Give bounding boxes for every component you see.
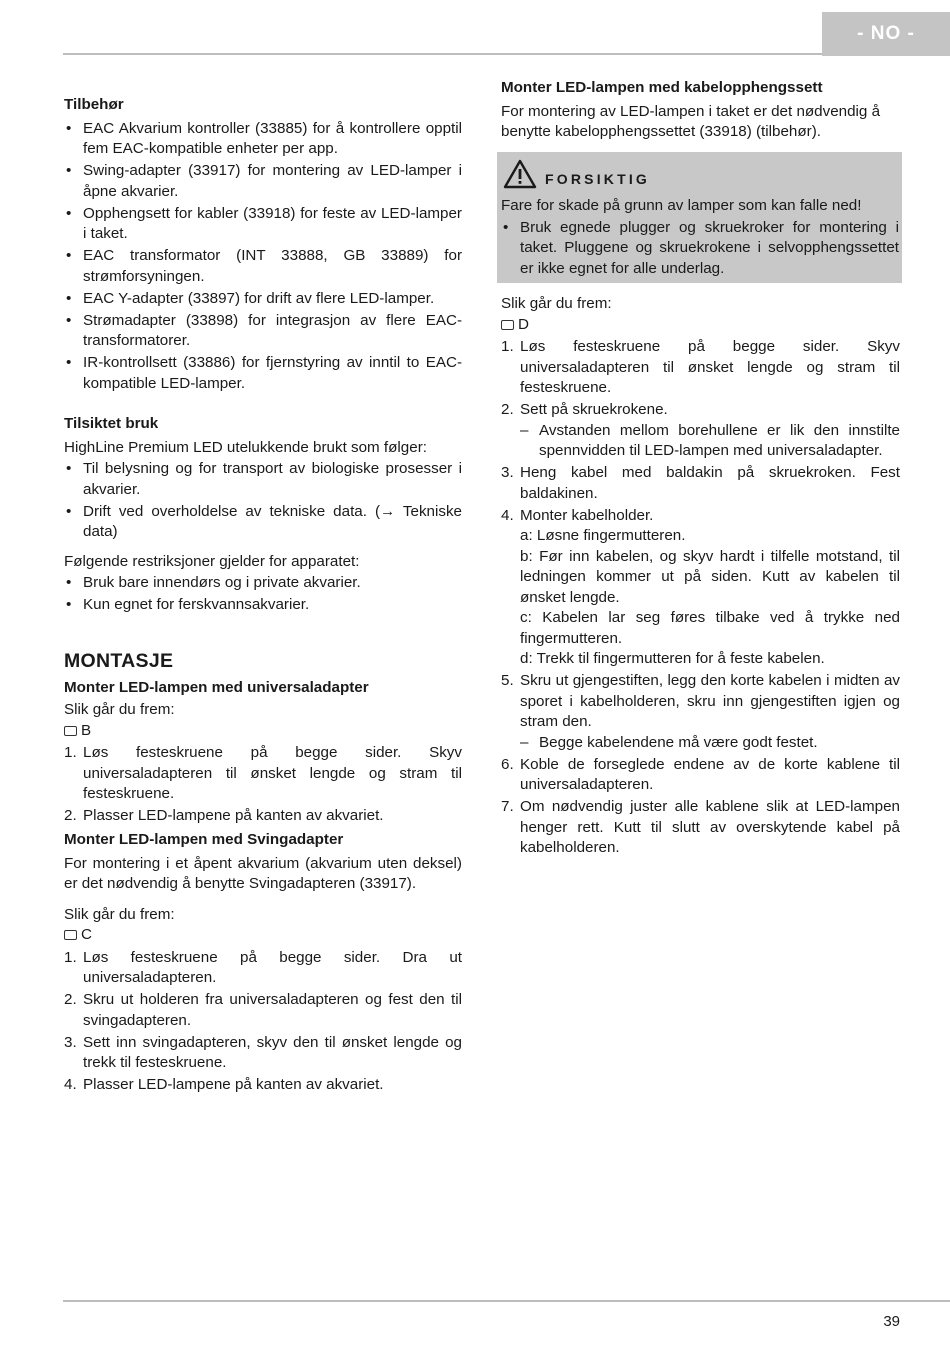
sub-item: b: Før inn kabelen, og skyv hardt i tilfelle motstand, til ledningen kommer ut på siden. Kutt av kabelen til ønsket lengde. [520,547,900,606]
list-item: 4. Plasser LED-lampene på kanten av akvariet. [64,1076,384,1093]
sub-item: – Avstanden mellom borehullene er lik den innstilte spennvidden til LED-lampen med universaladapter. [520,421,900,459]
procedure-steps [501,337,900,859]
list-item: 7. Om nødvendig juster alle kablene slik at LED-lampen henger rett. Kutt til slutt av overskytende kabel på kabelholderen. [501,798,900,856]
list-item: 6. Koble de forseglede endene av de korte kablene til universaladapteren. [501,755,900,793]
list-item: 1. Løs festeskruene på begge sider. Skyv universaladapteren til ønsket lengde og stram til festeskruene. [501,338,900,396]
list-item: • EAC transformator (INT 33888, GB 33889) for strømforsyningen. [64,246,462,287]
intended-use-intro: HighLine Premium LED utelukkende brukt som følger: [64,438,427,456]
figure-icon [64,726,77,736]
list-item: • EAC Y-adapter (33897) for drift av flere LED-lamper. [64,289,462,310]
figure-icon [64,930,77,940]
swing-section [64,830,462,1097]
warning-content [501,196,899,281]
sub-item: d: Trekk til fingermutteren for å feste kabelen. [520,650,825,667]
figure-ref [64,925,462,946]
universal-intro: Slik går du frem: [64,701,175,718]
accessories-heading: Tilbehør [64,96,124,113]
sub-item: c: Kabelen lar seg føres tilbake ved å trykke ned fingermutteren. [520,609,900,647]
mounting-section [64,651,462,828]
mounting-heading: MONTASJE [64,650,174,672]
list-item: • EAC Akvarium kontroller (33885) for å kontrollere opptil fem EAC-kompatible enheter per app. [64,119,462,160]
list-item: • Kun egnet for ferskvannsakvarier. [64,595,462,616]
swing-heading: Monter LED-lampen med Svingadapter [64,831,344,848]
warning-triangle-icon [503,159,537,189]
warning-box [497,152,902,283]
cable-section [501,78,900,143]
list-item: 4. Monter kabelholder. a: Løsne fingermutteren. b: Før inn kabelen, og skyv hardt i tilfelle motstand, til ledningen kommer ut på siden. Kutt av kabelen til ønsket lengde. c: Kabelen lar seg føres tilbake ved å trykke ned fingermutteren. d: Trekk til fingermutteren for å feste kabelen. [501,506,900,670]
procedure-section [501,294,900,860]
list-item: 1. Løs festeskruene på begge sider. Dra ut universaladapteren. [64,948,462,986]
figure-ref [501,315,900,336]
accessories-section [64,95,462,396]
list-item: • IR-kontrollsett (33886) for fjernstyring av inntil to EAC-kompatible LED-lamper. [64,353,462,394]
procedure-intro: Slik går du frem: [501,295,612,312]
restrictions-intro: Følgende restriksjoner gjelder for apparatet: [64,552,360,570]
list-item: • Bruk bare innendørs og i private akvarier. [64,573,462,594]
list-item: • Drift ved overholdelse av tekniske data. (→ Tekniske data) [64,502,462,543]
list-item: • Opphengsett for kabler (33918) for feste av LED-lamper i taket. [64,204,462,245]
figure-label: D [518,315,529,333]
list-item: 2. Skru ut holderen fra universaladapteren og fest den til svingadapteren. [64,991,462,1029]
page-number: 39 [883,1313,900,1330]
language-label: - NO - [857,22,915,44]
swing-text: For montering i et åpent akvarium (akvarium uten deksel) er det nødvendig å benytte Svingadapteren (33917). [64,854,462,892]
universal-heading: Monter LED-lampen med universaladapter [64,678,369,696]
figure-ref [64,721,462,742]
list-item: • Swing-adapter (33917) for montering av LED-lamper i åpne akvarier. [64,161,462,202]
list-item: 2. Sett på skruekrokene. – Avstanden mellom borehullene er lik den innstilte spennvidden til LED-lampen med universaladapter. [501,400,900,462]
warning-title: FORSIKTIG [545,170,651,187]
warning-header [503,159,650,189]
sub-item: – Begge kabelendene må være godt festet. [520,733,818,751]
figure-label: B [81,721,92,739]
list-item: • Bruk egnede plugger og skruekroker for montering i taket. Pluggene og skruekrokene i selvopphengssettet er ikke egnet for alle underlag. [501,218,899,280]
warning-list [501,218,899,280]
list-item: 2. Plasser LED-lampene på kanten av akvariet. [64,807,384,824]
list-item: • Strømadapter (33898) for integrasjon av flere EAC-transformatorer. [64,311,462,352]
swing-intro: Slik går du frem: [64,905,175,923]
accessories-list [64,119,462,395]
sub-item: a: Løsne fingermutteren. [520,527,686,544]
list-item: • Til belysning og for transport av biologiske prosesser i akvarier. [64,459,462,500]
swing-steps [64,948,462,1096]
intended-use-section [64,414,462,617]
cable-text: For montering av LED-lampen i taket er det nødvendig å benytte kabelopphengssettet (33918) (tilbehør). [501,102,881,140]
header-rule [63,53,950,55]
universal-steps [64,743,462,827]
figure-label: C [81,926,92,943]
list-item: 1. Løs festeskruene på begge sider. Skyv universaladapteren til ønsket lengde og stram til festeskruene. [64,744,462,802]
figure-icon [501,320,514,330]
footer-rule [63,1300,950,1302]
list-item: 3. Sett inn svingadapteren, skyv den til ønsket lengde og trekk til festeskruene. [64,1033,462,1071]
restrictions-list [64,573,462,616]
warning-text: Fare for skade på grunn av lamper som kan falle ned! [501,197,862,214]
language-tab [822,12,950,56]
intended-use-list [64,459,462,543]
list-item: 3. Heng kabel med baldakin på skruekroken. Fest baldakinen. [501,464,900,502]
cable-heading: Monter LED-lampen med kabelopphengssett [501,79,823,96]
intended-use-heading: Tilsiktet bruk [64,415,159,432]
list-item: 5. Skru ut gjengestiften, legg den korte kabelen i midten av sporet i kabelholderen, skru inn gjengestiften igjen og stram den. – Begge kabelendene må være godt festet. [501,671,900,753]
